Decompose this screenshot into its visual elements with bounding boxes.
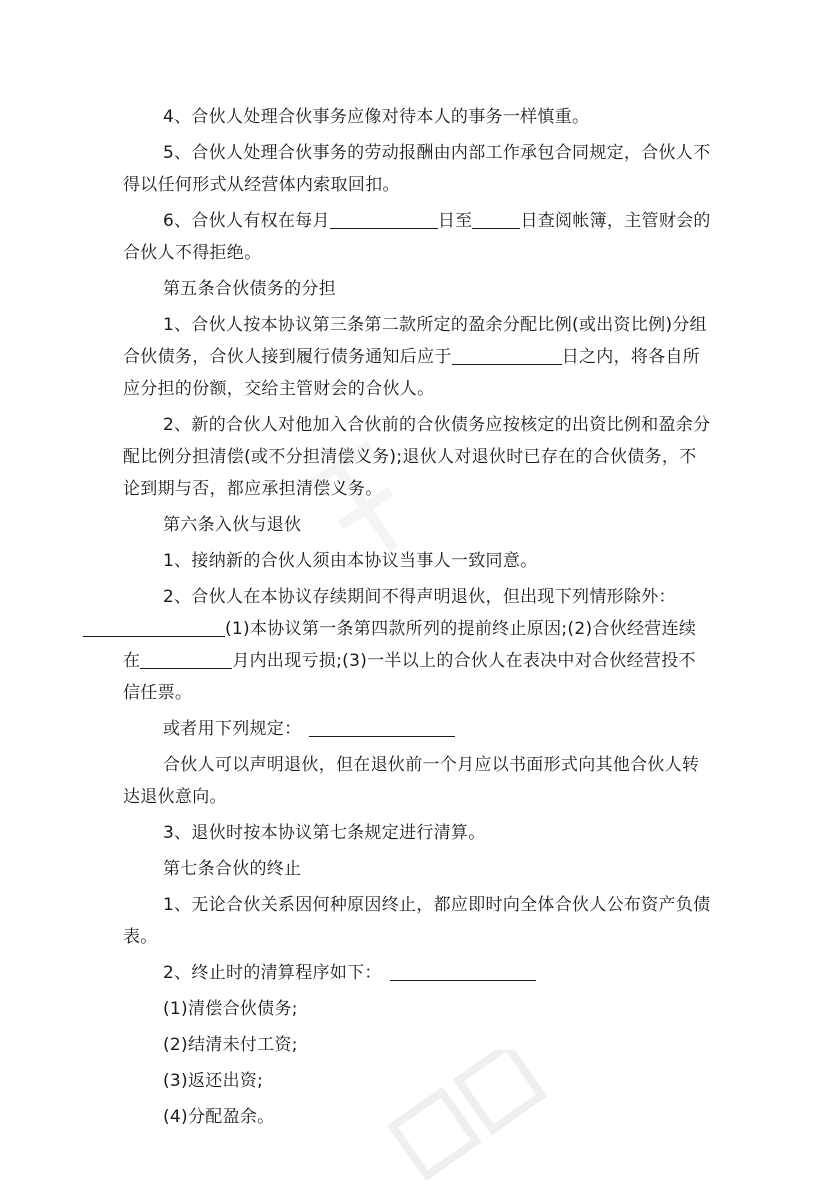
blank-line bbox=[390, 960, 536, 981]
clause-4 bbox=[123, 101, 713, 133]
join-clause-3 bbox=[123, 817, 713, 849]
alt-rule-text: 或者用下列规定： bbox=[163, 719, 302, 739]
join-clause-2-text-c: 月内出现亏损;(3)一半以上的合伙人在表决中对合伙经营投不信任票。 bbox=[123, 651, 696, 703]
section-7-title: 第七条合伙的终止 bbox=[163, 859, 302, 879]
blank-line bbox=[309, 716, 455, 737]
join-clause-2-text-a: 2、合伙人在本协议存续期间不得声明退伙，但出现下列情形除外： bbox=[163, 587, 676, 607]
section-7-heading bbox=[123, 853, 713, 885]
withdraw-rule-text: 合伙人可以声明退伙，但在退伙前一个月应以书面形式向其他合伙人转达退伙意向。 bbox=[123, 755, 700, 807]
debt-clause-1-text-b: 日之内，将各自所应分担的份额，交给主管财会的合伙人。 bbox=[123, 347, 701, 399]
watermark-icon bbox=[370, 1050, 570, 1180]
blank-line bbox=[140, 648, 232, 669]
clause-6 bbox=[123, 205, 713, 269]
withdraw-rule bbox=[123, 749, 713, 813]
step-1 bbox=[123, 993, 713, 1025]
document-body bbox=[123, 101, 713, 1137]
alt-rule bbox=[123, 713, 713, 745]
step-4-text: (4)分配盈余。 bbox=[163, 1107, 275, 1127]
end-clause-1 bbox=[123, 889, 713, 953]
clause-5-text: 5、合伙人处理合伙事务的劳动报酬由内部工作承包合同规定，合伙人不得以任何形式从经营体内索取回扣。 bbox=[123, 143, 711, 195]
clause-6-text-a: 6、合伙人有权在每月 bbox=[163, 211, 330, 231]
join-clause-1-text: 1、接纳新的合伙人须由本协议当事人一致同意。 bbox=[163, 551, 538, 571]
end-clause-2-text: 2、终止时的清算程序如下： bbox=[163, 963, 382, 983]
clause-6-text-b: 日至 bbox=[437, 211, 473, 231]
clause-4-text: 4、合伙人处理合伙事务应像对待本人的事务一样慎重。 bbox=[163, 107, 590, 127]
blank-line bbox=[452, 344, 562, 365]
join-clause-3-text: 3、退伙时按本协议第七条规定进行清算。 bbox=[163, 823, 486, 843]
section-6-title: 第六条入伙与退伙 bbox=[163, 515, 302, 535]
debt-clause-2-text: 2、新的合伙人对他加入合伙前的合伙债务应按核定的出资比例和盈余分配比例分担清偿(或不分担清偿义务);退伙人对退伙时已存在的合伙债务，不论到期与否，都应承担清偿义务。 bbox=[123, 415, 711, 499]
step-2-text: (2)结清未付工资; bbox=[163, 1035, 298, 1055]
clause-5 bbox=[123, 137, 713, 201]
debt-clause-1-text-a: 1、合伙人按本协议第三条第二款所定的盈余分配比例(或出资比例)分组合伙债务，合伙人接到履行债务通知后应于 bbox=[123, 315, 707, 367]
section-5-title: 第五条合伙债务的分担 bbox=[163, 279, 336, 299]
section-5-heading bbox=[123, 273, 713, 305]
blank-line bbox=[330, 208, 438, 229]
join-clause-2 bbox=[123, 581, 713, 709]
debt-clause-1 bbox=[123, 309, 713, 405]
watermark-icon bbox=[300, 420, 420, 580]
clause-6-text-c: 日查阅帐簿，主管财会的合伙人不得拒绝。 bbox=[123, 211, 711, 263]
blank-line bbox=[83, 616, 225, 637]
blank-line bbox=[472, 208, 520, 229]
step-1-text: (1)清偿合伙债务; bbox=[163, 999, 298, 1019]
end-clause-1-text: 1、无论合伙关系因何种原因终止，都应即时向全体合伙人公布资产负债表。 bbox=[123, 895, 711, 947]
step-3-text: (3)返还出资; bbox=[163, 1071, 264, 1091]
join-clause-2-text-b: (1)本协议第一条第四款所列的提前终止原因;(2)合伙经营连续在 bbox=[123, 619, 697, 671]
end-clause-2 bbox=[123, 957, 713, 989]
